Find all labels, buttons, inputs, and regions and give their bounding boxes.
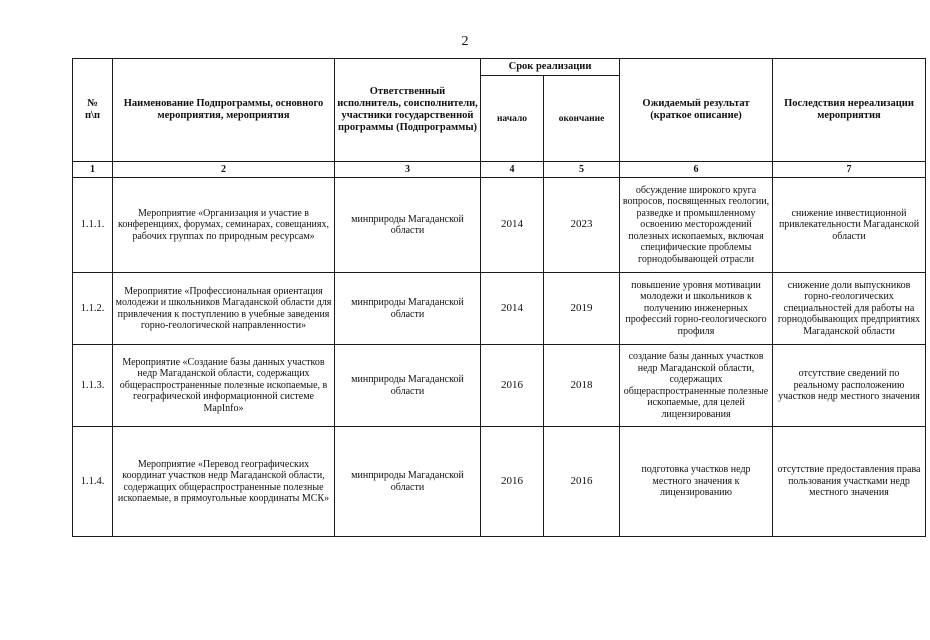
row-consequence: отсутствие предоставления права пользования участками недр местного значения xyxy=(773,427,926,537)
row-name: Мероприятие «Создание базы данных участков недр Магаданской области, содержащих общераспространенные полезные ископаемые, в географической информационной системе MapInfo» xyxy=(113,345,335,427)
header-end: окончание xyxy=(544,76,620,162)
row-start-year: 2014 xyxy=(481,178,544,273)
table-row xyxy=(73,427,926,537)
row-name: Мероприятие «Организация и участие в конференциях, форумах, семинарах, совещаниях, рабочих группах по природным ресурсам» xyxy=(113,178,335,273)
header-num: № п\п xyxy=(73,59,113,162)
column-number: 7 xyxy=(773,162,926,178)
row-code: 1.1.4. xyxy=(73,427,113,537)
row-responsible: минприроды Магаданской области xyxy=(335,427,481,537)
column-number: 6 xyxy=(620,162,773,178)
table-row xyxy=(73,345,926,427)
row-responsible: минприроды Магаданской области xyxy=(335,273,481,345)
table-row xyxy=(73,178,926,273)
header-period: Срок реализации xyxy=(481,59,620,76)
row-end-year: 2018 xyxy=(544,345,620,427)
row-name: Мероприятие «Профессиональная ориентация молодежи и школьников Магаданской области для привлечения к поступлению в учебные заведения горно-геологической направленности» xyxy=(113,273,335,345)
row-consequence: снижение доли выпускников горно-геологических специальностей для работы на горнодобывающих предприятиях Магаданской области xyxy=(773,273,926,345)
row-start-year: 2016 xyxy=(481,345,544,427)
page-number: 2 xyxy=(461,34,469,49)
header-name: Наименование Подпрограммы, основного мероприятия, мероприятия xyxy=(113,59,335,162)
row-start-year: 2016 xyxy=(481,427,544,537)
row-responsible: минприроды Магаданской области xyxy=(335,178,481,273)
row-end-year: 2023 xyxy=(544,178,620,273)
row-end-year: 2016 xyxy=(544,427,620,537)
header-consequences: Последствия нереализации мероприятия xyxy=(773,59,926,162)
column-number: 3 xyxy=(335,162,481,178)
header-result: Ожидаемый результат (краткое описание) xyxy=(620,59,773,162)
row-name: Мероприятие «Перевод географических координат участков недр Магаданской области, содержащих общераспространенные полезные ископаемые, в прямоугольные координаты МСК» xyxy=(113,427,335,537)
column-number: 1 xyxy=(73,162,113,178)
row-code: 1.1.1. xyxy=(73,178,113,273)
table-row xyxy=(73,273,926,345)
column-number: 4 xyxy=(481,162,544,178)
row-result: создание базы данных участков недр Магаданской области, содержащих общераспространенные полезные ископаемые, для целей лицензирования xyxy=(620,345,773,427)
row-result: обсуждение широкого круга вопросов, посвященных геологии, разведке и промышленному освоению месторождений полезных ископаемых, включая специфические проблемы горнодобывающей отрасли xyxy=(620,178,773,273)
row-consequence: снижение инвестиционной привлекательности Магаданской области xyxy=(773,178,926,273)
header-start: начало xyxy=(481,76,544,162)
row-consequence: отсутствие сведений по реальному расположению участков недр местного значения xyxy=(773,345,926,427)
row-result: повышение уровня мотивации молодежи и школьников к получению инженерных профессий горно-геологического профиля xyxy=(620,273,773,345)
column-number: 2 xyxy=(113,162,335,178)
row-end-year: 2019 xyxy=(544,273,620,345)
row-code: 1.1.3. xyxy=(73,345,113,427)
activities-table xyxy=(72,58,926,537)
header-responsible: Ответственный исполнитель, соисполнители, участники государственной программы (Подпрограммы) xyxy=(335,59,481,162)
row-result: подготовка участков недр местного значения к лицензированию xyxy=(620,427,773,537)
row-code: 1.1.2. xyxy=(73,273,113,345)
column-number: 5 xyxy=(544,162,620,178)
row-start-year: 2014 xyxy=(481,273,544,345)
row-responsible: минприроды Магаданской области xyxy=(335,345,481,427)
